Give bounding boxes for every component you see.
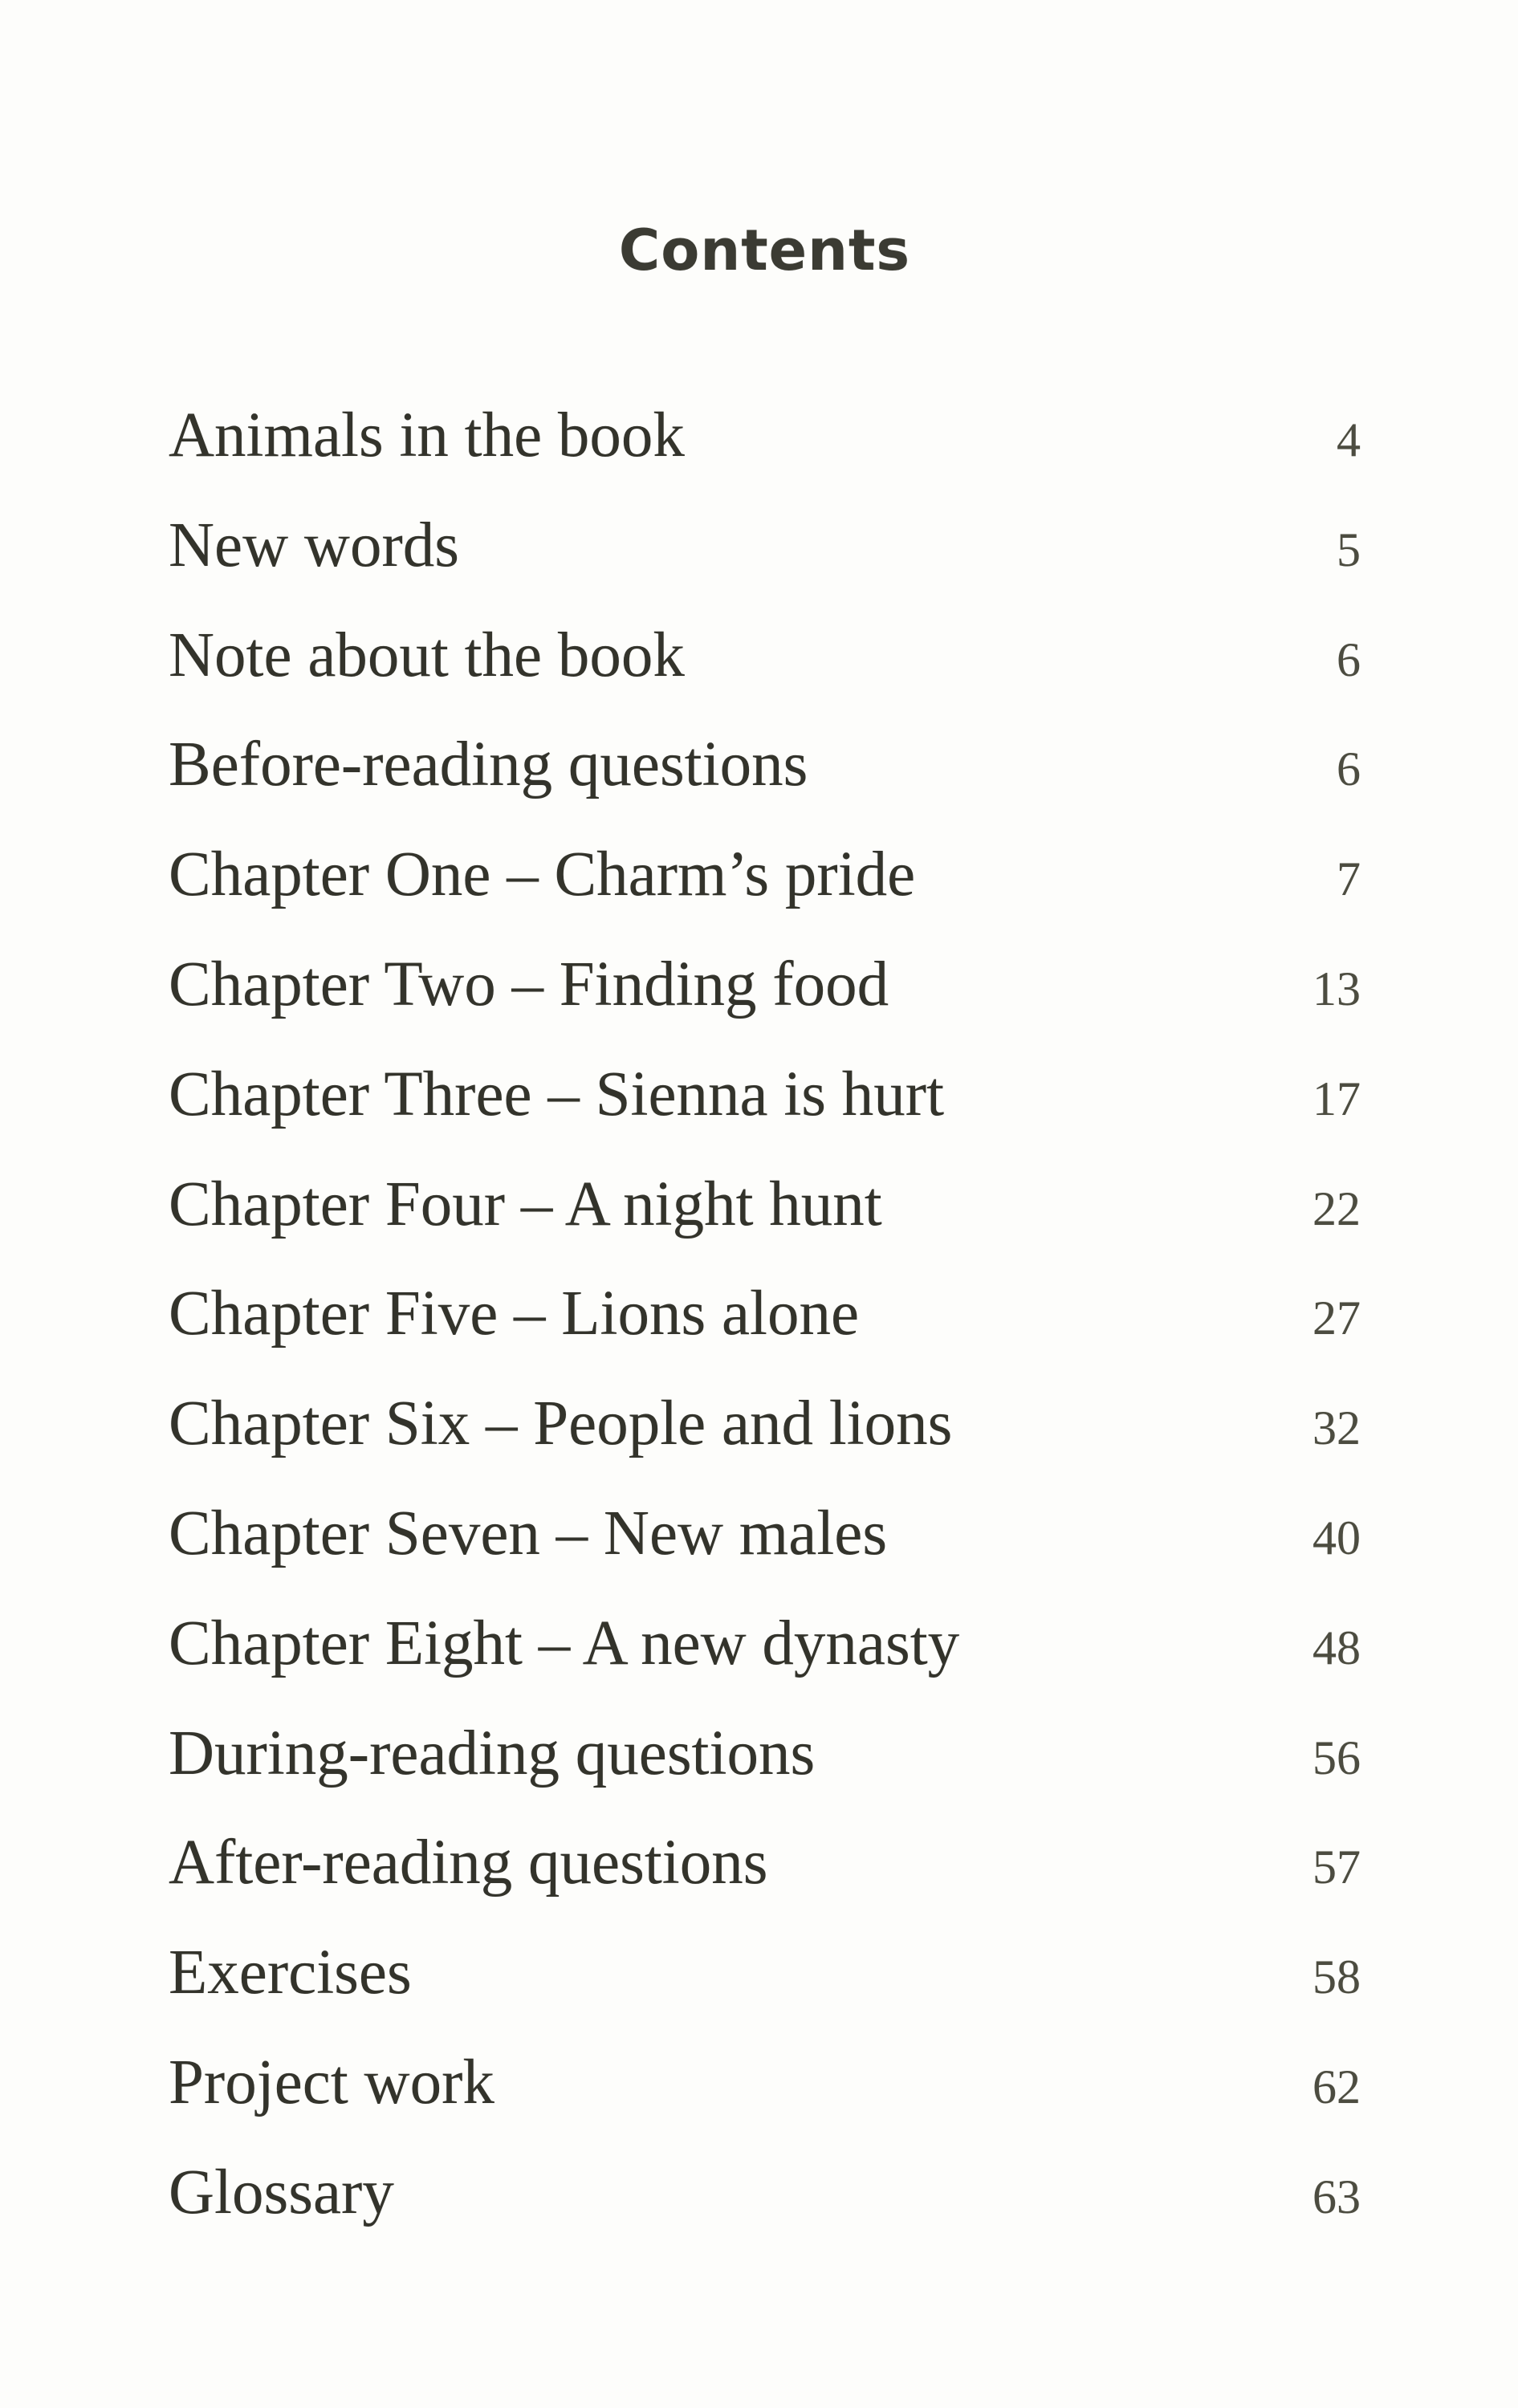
toc-entry-label: Project work [169, 2047, 494, 2117]
toc-entry [169, 1608, 1361, 1722]
toc-entry-label: Chapter Four – A night hunt [169, 1169, 882, 1239]
toc-list [169, 401, 1361, 2271]
toc-entry [169, 510, 1361, 624]
toc-entry-page-number: 40 [1312, 1511, 1361, 1564]
toc-entry-page-number: 6 [1337, 633, 1361, 686]
toc-entry [169, 1389, 1361, 1502]
toc-entry-page-number: 63 [1312, 2170, 1361, 2223]
toc-entry-label: Chapter One – Charm’s pride [169, 840, 916, 910]
toc-entry-label: Chapter Seven – New males [169, 1498, 888, 1568]
toc-entry-page-number: 4 [1337, 413, 1361, 466]
toc-entry-page-number: 27 [1312, 1291, 1361, 1345]
toc-entry [169, 1169, 1361, 1283]
toc-entry-page-number: 62 [1312, 2060, 1361, 2113]
toc-entry-label: Chapter Eight – A new dynasty [169, 1608, 960, 1678]
toc-entry [169, 1279, 1361, 1392]
toc-entry [169, 1718, 1361, 1832]
toc-entry [169, 1828, 1361, 1941]
toc-entry-page-number: 17 [1312, 1072, 1361, 1125]
toc-entry [169, 840, 1361, 953]
toc-entry-label: During-reading questions [169, 1718, 816, 1788]
toc-entry [169, 620, 1361, 734]
toc-entry-page-number: 7 [1337, 852, 1361, 906]
toc-entry [169, 2047, 1361, 2161]
page-title: Contents [618, 218, 911, 283]
toc-entry-label: Chapter Two – Finding food [169, 949, 889, 1019]
toc-entry [169, 1059, 1361, 1173]
toc-entry-page-number: 6 [1337, 742, 1361, 796]
toc-entry-page-number: 22 [1312, 1182, 1361, 1235]
toc-entry-label: Glossary [169, 2157, 394, 2227]
toc-entry-label: Chapter Three – Sienna is hurt [169, 1059, 945, 1129]
toc-entry-label: After-reading questions [169, 1828, 768, 1898]
toc-entry-page-number: 57 [1312, 1841, 1361, 1894]
toc-entry-label: Before-reading questions [169, 730, 808, 800]
toc-entry [169, 730, 1361, 843]
toc-entry-label: Exercises [169, 1938, 412, 2008]
toc-entry-page-number: 5 [1337, 523, 1361, 576]
toc-entry-page-number: 58 [1312, 1950, 1361, 2004]
toc-entry-page-number: 56 [1312, 1731, 1361, 1784]
toc-entry [169, 1938, 1361, 2051]
toc-entry [169, 2157, 1361, 2271]
toc-entry-page-number: 13 [1312, 962, 1361, 1015]
toc-entry-label: Chapter Six – People and lions [169, 1389, 953, 1459]
toc-entry-page-number: 48 [1312, 1621, 1361, 1674]
toc-entry [169, 401, 1361, 514]
toc-entry [169, 949, 1361, 1063]
toc-entry-label: Chapter Five – Lions alone [169, 1279, 860, 1349]
toc-entry [169, 1498, 1361, 1612]
toc-entry-label: Animals in the book [169, 401, 685, 470]
toc-entry-label: Note about the book [169, 620, 685, 690]
toc-entry-label: New words [169, 510, 460, 580]
toc-entry-page-number: 32 [1312, 1401, 1361, 1455]
